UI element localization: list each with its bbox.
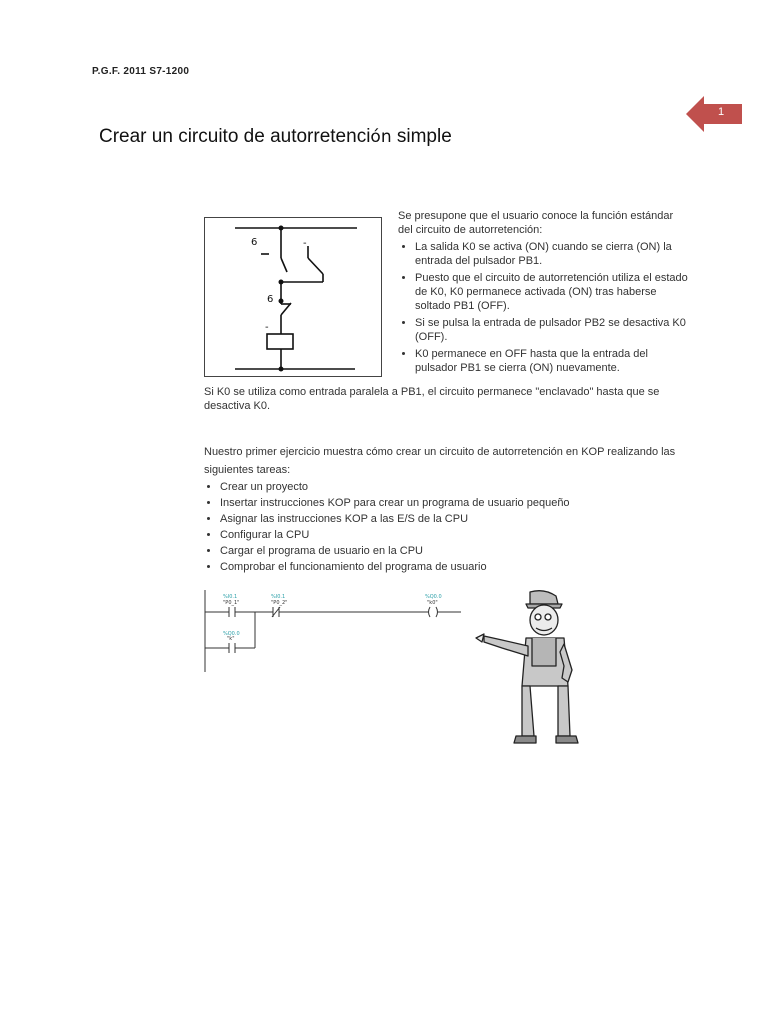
exercise-lead: Nuestro primer ejercicio muestra cómo crear un circuito de autorretención en KOP realizando las siguientes tareas: bbox=[204, 446, 676, 476]
latch-paragraph: Si K0 se utiliza como entrada paralela a PB1, el circuito permanece "enclavado" hasta que se desactiva K0. bbox=[204, 386, 660, 412]
circuit-label-mid: 6 bbox=[267, 294, 274, 305]
contact2-address: %I0.1 bbox=[271, 594, 286, 600]
ladder-rung bbox=[203, 588, 465, 674]
circuit-dash-a: - bbox=[303, 238, 307, 249]
pb1-contact bbox=[281, 258, 287, 272]
exercise-section bbox=[204, 443, 684, 575]
circuit-label-top: 6 bbox=[251, 237, 258, 248]
task-item: • Cargar el programa de usuario en la CPU bbox=[220, 543, 684, 559]
contact1-address: %I0.1 bbox=[223, 594, 238, 600]
task-item: • Crear un proyecto bbox=[220, 479, 684, 495]
intro-item: • La salida K0 se activa (ON) cuando se cierra (ON) la entrada del pulsador PB1. bbox=[415, 240, 688, 268]
circuit-diagram bbox=[204, 217, 382, 377]
task-item: • Asignar las instrucciones KOP a las E/S de la CPU bbox=[220, 511, 684, 527]
page-number: 1 bbox=[717, 106, 725, 118]
k0-coil bbox=[267, 334, 293, 349]
contact1-tag: "P0_1" bbox=[223, 600, 240, 606]
title-accent: ón bbox=[370, 127, 392, 147]
intro-lead: Se presupone que el usuario conoce la función estándar del circuito de autorretención: bbox=[398, 210, 674, 236]
pointing-worker-icon bbox=[472, 586, 584, 746]
title-main: Crear un circuito de autorretenci bbox=[99, 126, 371, 147]
contact3-address: %Q0.0 bbox=[223, 631, 240, 637]
contact3-tag: "k" bbox=[227, 636, 235, 642]
k0-parallel-contact bbox=[308, 258, 323, 274]
coil-tag: "k0" bbox=[427, 600, 438, 606]
title-tail: simple bbox=[391, 126, 452, 147]
task-item: • Configurar la CPU bbox=[220, 527, 684, 543]
coil-address: %Q0.0 bbox=[425, 594, 442, 600]
intro-item: • Puesto que el circuito de autorretención utiliza el estado de K0, K0 permanece activada (ON) tras haberse soltado PB1 (OFF). bbox=[415, 271, 688, 313]
circuit-schematic bbox=[205, 218, 383, 378]
ladder-diagram bbox=[203, 588, 465, 674]
intro-item: • Si se pulsa la entrada de pulsador PB2 se desactiva K0 (OFF). bbox=[415, 316, 688, 344]
task-item: • Comprobar el funcionamiento del programa de usuario bbox=[220, 559, 684, 575]
page-number-badge bbox=[686, 96, 742, 132]
intro-item: • K0 permanece en OFF hasta que la entrada del pulsador PB1 se cierra (ON) nuevamente. bbox=[415, 347, 688, 375]
page-title bbox=[99, 126, 452, 148]
circuit-dash-b: - bbox=[265, 322, 269, 333]
intro-list bbox=[398, 240, 688, 375]
contact2-tag: "P0_2" bbox=[271, 600, 288, 606]
intro-section bbox=[398, 209, 688, 378]
page-header: P.G.F. 2011 S7-1200 bbox=[92, 66, 190, 77]
worker-illustration bbox=[472, 586, 584, 746]
task-item: • Insertar instrucciones KOP para crear un programa de usuario pequeño bbox=[220, 495, 684, 511]
task-list bbox=[204, 479, 684, 575]
